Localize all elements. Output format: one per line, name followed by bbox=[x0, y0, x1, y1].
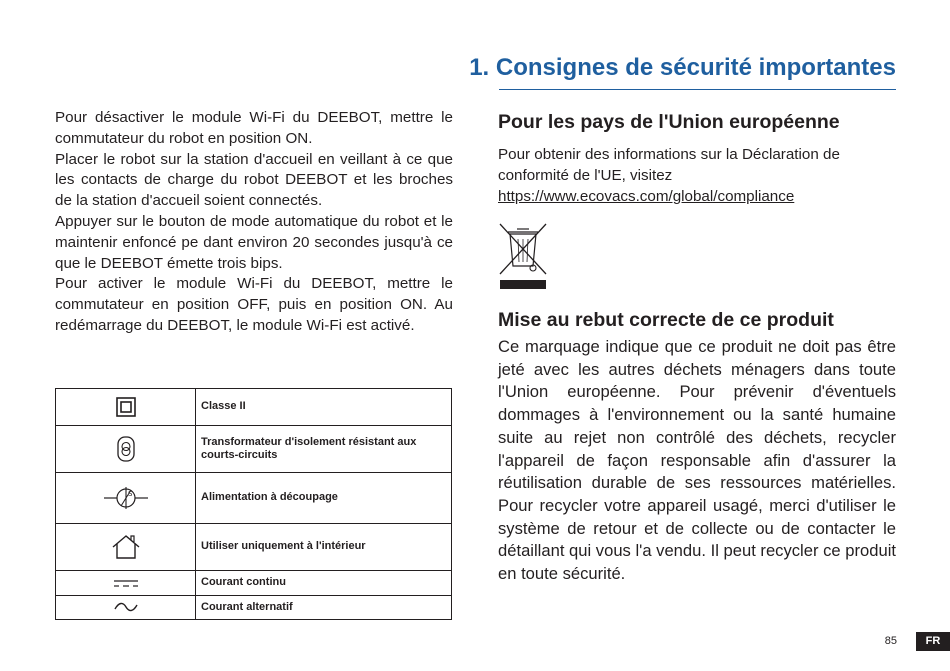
paragraph-dock: Placer le robot sur la station d'accueil en veillant à ce que les contacts de charge du robot DEEBOT et les broches de la station d'accueil soient connectés. bbox=[55, 150, 453, 210]
class-ii-icon bbox=[56, 389, 196, 426]
eu-section bbox=[498, 110, 896, 207]
symbol-label: Transformateur d'isolement résistant aux courts-circuits bbox=[196, 425, 452, 472]
compliance-link[interactable]: https://www.ecovacs.com/global/compliance bbox=[498, 188, 795, 205]
disposal-text: Ce marquage indique que ce produit ne doit pas être jeté avec les autres déchets ménagers dans toute l'Union européenne. Pour prévenir d'éventuels dommages à l'environnement ou la santé humaine suite au rejet non contrôlé des déchets, recycler l'appareil de façon responsable afin d'assurer la réutilisation durable de ses ressources matérielles. Pour recycler votre appareil usagé, merci d'utiliser le système de retour et de collecte ou de contacter le détaillant qui vous l'a vendu. Il peut recycler ce produit en toute sécurité. bbox=[498, 337, 896, 584]
symbol-label: Courant alternatif bbox=[196, 595, 452, 620]
eu-heading: Pour les pays de l'Union européenne bbox=[498, 111, 840, 133]
paragraph-activate: Pour activer le module Wi-Fi du DEEBOT, mettre le commutateur en position OFF, puis en position ON. Au redémarrage du DEEBOT, le module Wi-Fi est activé. bbox=[55, 275, 453, 334]
symbol-label: Courant continu bbox=[196, 571, 452, 596]
crossed-out-wheelie-bin-icon bbox=[498, 222, 552, 292]
symbol-label: Utiliser uniquement à l'intérieur bbox=[196, 523, 452, 570]
alternating-current-icon bbox=[56, 595, 196, 620]
paragraph-deactivate: Pour désactiver le module Wi-Fi du DEEBOT, mettre le commutateur du robot en position ON. bbox=[55, 109, 453, 147]
svg-text:S: S bbox=[127, 489, 132, 498]
language-tab: FR bbox=[916, 632, 950, 651]
symbol-label: Classe II bbox=[196, 389, 452, 426]
direct-current-icon bbox=[56, 571, 196, 596]
table-row bbox=[56, 473, 452, 524]
eu-text: Pour obtenir des informations sur la Déclaration de conformité de l'UE, visitez bbox=[498, 146, 840, 184]
wifi-instructions bbox=[55, 108, 453, 337]
disposal-section bbox=[498, 308, 896, 586]
table-row bbox=[56, 389, 452, 426]
short-circuit-proof-transformer-icon bbox=[56, 425, 196, 472]
indoor-use-icon bbox=[56, 523, 196, 570]
page-number: 85 bbox=[884, 635, 897, 647]
title-divider bbox=[499, 89, 896, 90]
disposal-heading: Mise au rebut correcte de ce produit bbox=[498, 309, 834, 331]
symbol-label: Alimentation à découpage bbox=[196, 473, 452, 524]
paragraph-auto-button: Appuyer sur le bouton de mode automatique du robot et le maintenir enfoncé pe dant environ 20 secondes jusqu'à ce que le DEEBOT émette trois bips. bbox=[55, 212, 453, 272]
table-row bbox=[56, 595, 452, 620]
symbols-table bbox=[55, 388, 452, 620]
table-row bbox=[56, 425, 452, 472]
page-title: 1. Consignes de sécurité importantes bbox=[469, 54, 896, 81]
table-row bbox=[56, 523, 452, 570]
switch-mode-power-supply-icon bbox=[56, 473, 196, 524]
table-row bbox=[56, 571, 452, 596]
